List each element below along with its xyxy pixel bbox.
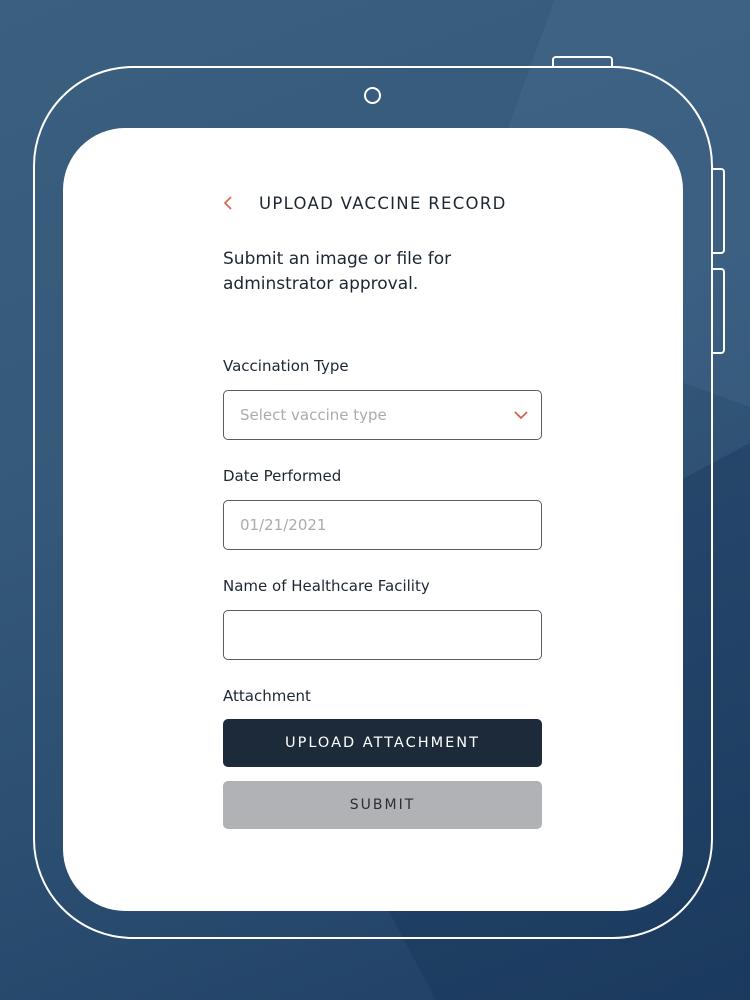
submit-button[interactable]: SUBMIT: [223, 781, 542, 829]
page-subtitle: Submit an image or file for adminstrator approval.: [223, 249, 452, 294]
device-volume-up-button: [711, 168, 725, 254]
device-screen: [63, 128, 683, 911]
facility-label: Name of Healthcare Facility: [223, 577, 430, 595]
attachment-label: Attachment: [223, 687, 311, 705]
page-header: [223, 192, 507, 214]
facility-field[interactable]: [223, 610, 542, 660]
date-performed-label: Date Performed: [223, 467, 342, 485]
chevron-down-icon: [513, 408, 529, 422]
device-camera: [364, 87, 381, 104]
date-performed-field[interactable]: [223, 500, 542, 550]
page-title: UPLOAD VACCINE RECORD: [259, 193, 507, 213]
vaccination-type-label: Vaccination Type: [223, 357, 349, 375]
chevron-left-icon[interactable]: [223, 192, 245, 214]
device-volume-down-button: [711, 268, 725, 354]
vaccination-type-select[interactable]: [223, 390, 542, 440]
upload-attachment-button[interactable]: UPLOAD ATTACHMENT: [223, 719, 542, 767]
vaccination-type-placeholder: Select vaccine type: [240, 406, 387, 424]
facility-input[interactable]: [240, 611, 541, 659]
date-performed-input[interactable]: [240, 501, 541, 549]
